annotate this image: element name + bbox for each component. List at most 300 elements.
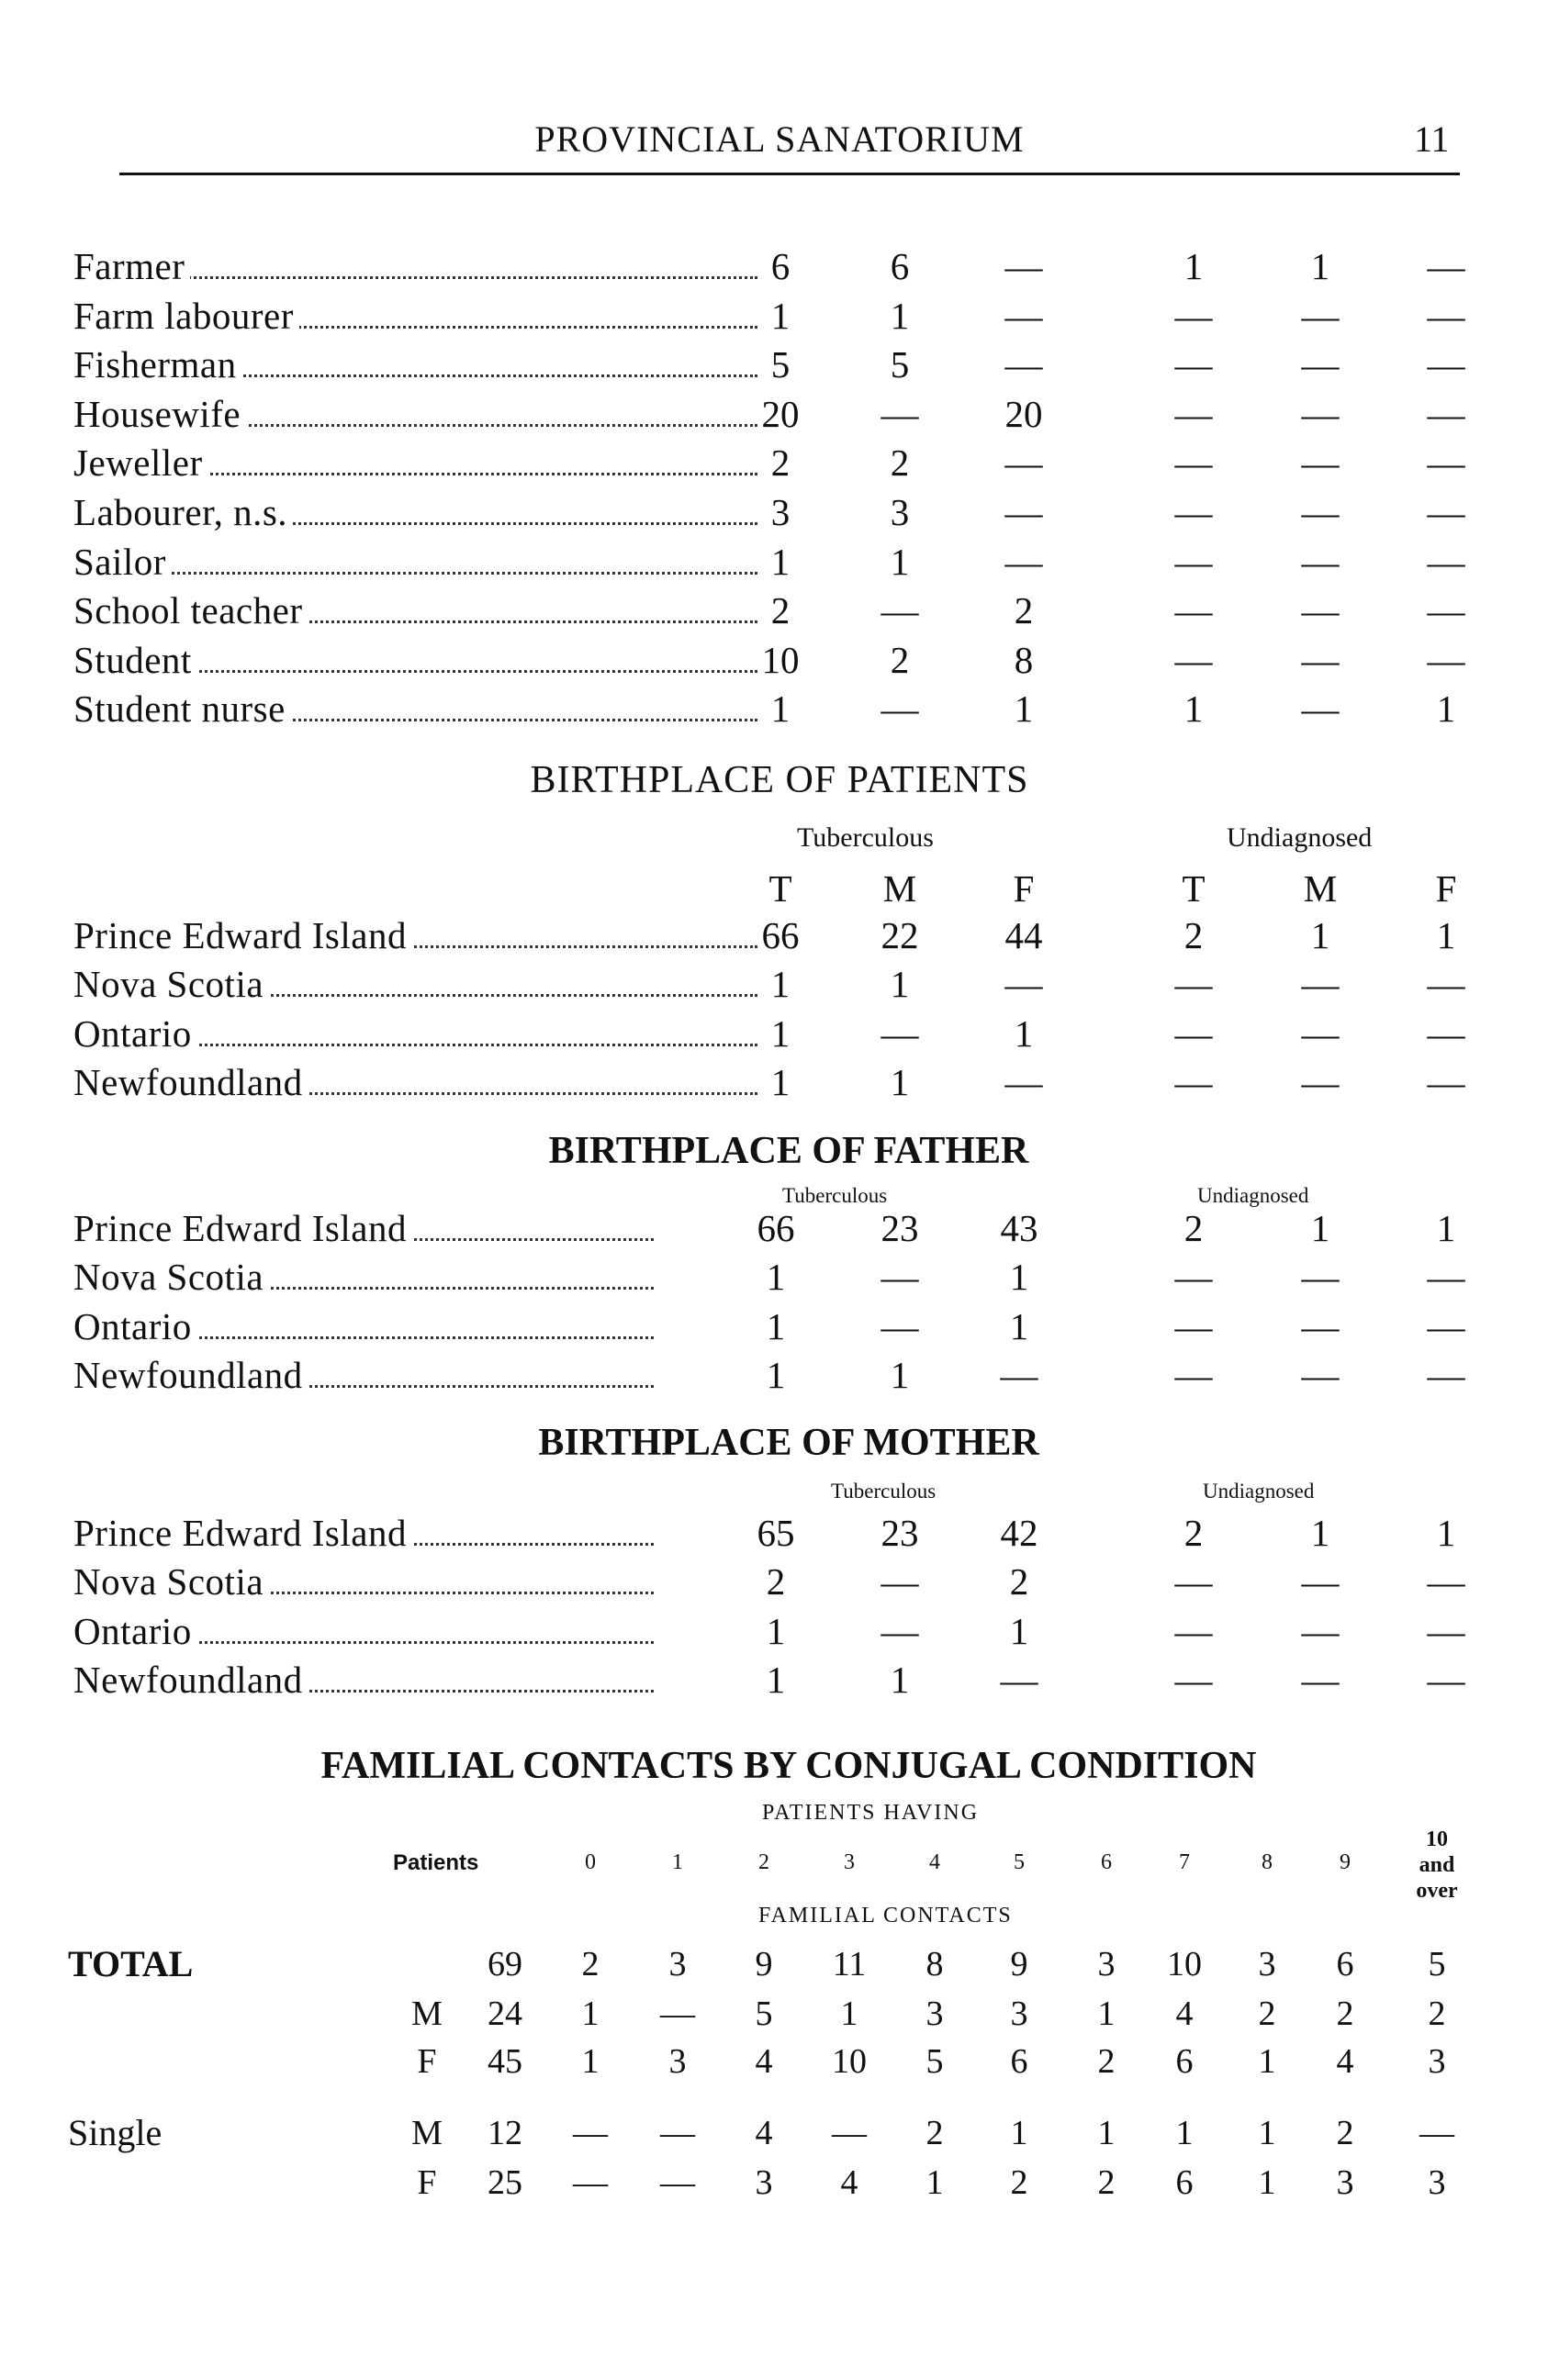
row-label: [73, 585, 757, 636]
table-cell: 1: [766, 1304, 786, 1347]
row-label-text: Prince Edward Island: [73, 1207, 412, 1249]
row-label-text: Ontario: [73, 1610, 197, 1652]
table-cell: 12: [488, 2114, 522, 2152]
table-cell: 2: [1428, 1995, 1446, 2033]
row-label: [73, 1202, 654, 1254]
table-cell: —: [1004, 245, 1043, 287]
table-cell: 3: [1097, 1945, 1116, 1983]
contacts-column-header: 9: [1340, 1850, 1351, 1874]
table-row: [0, 1349, 1559, 1401]
table-row: [0, 1556, 1559, 1607]
familial-contacts-label: FAMILIAL CONTACTS: [758, 1904, 1013, 1927]
row-label-text: Nova Scotia: [73, 1560, 269, 1603]
table-cell: 42: [1000, 1512, 1038, 1554]
table-cell: 1: [770, 963, 791, 1006]
group-label: Single: [68, 2112, 163, 2153]
table-row: [0, 2157, 1559, 2208]
table-cell: 1: [581, 1995, 600, 2033]
table-cell: 2: [1014, 589, 1034, 632]
table-row: [0, 437, 1559, 488]
row-label-text: Nova Scotia: [73, 963, 269, 1005]
contacts-column-header-10-and-over: and: [1419, 1853, 1455, 1877]
table-cell: 66: [761, 914, 800, 956]
birthplace-patients-undiagnosed-label: Undiagnosed: [1227, 822, 1373, 853]
table-row: [0, 388, 1559, 440]
table-cell: 2: [770, 441, 791, 485]
table-cell: 9: [1010, 1945, 1028, 1983]
table-cell: —: [1004, 963, 1043, 1006]
table-cell: 2: [1183, 914, 1204, 956]
table-row: [0, 634, 1559, 686]
table-cell: —: [1427, 638, 1465, 681]
table-cell: 2: [1009, 1560, 1029, 1603]
table-cell: —: [1427, 963, 1465, 1006]
table-cell: 66: [757, 1207, 795, 1249]
row-label: [73, 958, 757, 1010]
table-cell: 1: [770, 294, 791, 337]
table-cell: 1: [766, 1658, 786, 1701]
table-cell: —: [1174, 491, 1213, 533]
table-row: [0, 1202, 1559, 1254]
table-cell: 5: [770, 343, 791, 386]
table-cell: —: [1174, 343, 1213, 386]
table-row: [0, 1056, 1559, 1108]
table-cell: —: [880, 1304, 919, 1347]
group-label: TOTAL: [68, 1943, 194, 1984]
table-cell: —: [1427, 589, 1465, 632]
row-label: [73, 1056, 757, 1108]
table-cell: 4: [840, 2163, 858, 2202]
table-cell: 1: [581, 2042, 600, 2081]
table-cell: 22: [880, 914, 919, 956]
table-cell: 3: [1428, 2163, 1446, 2202]
table-cell: 3: [755, 2163, 773, 2202]
table-cell: —: [1427, 392, 1465, 435]
table-row: [0, 1939, 1559, 1990]
table-cell: 6: [1010, 2042, 1028, 2081]
birthplace-mother-undiagnosed-label: Undiagnosed: [1203, 1480, 1315, 1503]
row-label: [73, 536, 757, 587]
birthplace-patients-title: BIRTHPLACE OF PATIENTS: [530, 759, 1029, 801]
table-cell: —: [1000, 1353, 1038, 1396]
row-label-text: Sailor: [73, 541, 172, 583]
row-label-text: Ontario: [73, 1305, 197, 1347]
table-cell: —: [1301, 1560, 1340, 1603]
table-cell: —: [1301, 638, 1340, 681]
table-cell: 1: [1436, 914, 1456, 956]
table-row: [0, 486, 1559, 538]
table-cell: 3: [1336, 2163, 1354, 2202]
table-cell: —: [1427, 245, 1465, 287]
table-cell: 2: [1183, 1207, 1204, 1249]
table-row: [0, 2036, 1559, 2087]
table-cell: 10: [1167, 1945, 1202, 1983]
table-cell: 2: [1336, 2114, 1354, 2152]
contacts-column-header: 4: [929, 1850, 940, 1874]
row-label-text: Student nurse: [73, 687, 291, 730]
table-cell: 9: [755, 1945, 773, 1983]
table-cell: 1: [890, 963, 910, 1006]
row-label-text: Newfoundland: [73, 1354, 308, 1396]
table-cell: 3: [668, 2042, 687, 2081]
row-label-text: Farm labourer: [73, 295, 299, 337]
row-label: [73, 1349, 654, 1401]
table-cell: —: [1301, 1256, 1340, 1299]
table-cell: —: [880, 687, 919, 731]
birthplace-mother-tuberculous-label: Tuberculous: [831, 1480, 937, 1503]
table-cell: 1: [1310, 1512, 1330, 1554]
sex-label: F: [417, 2163, 437, 2202]
table-cell: —: [1301, 540, 1340, 583]
row-label-text: Nova Scotia: [73, 1256, 269, 1298]
table-cell: —: [1301, 1353, 1340, 1396]
table-cell: 20: [761, 392, 800, 435]
table-cell: —: [1301, 343, 1340, 386]
table-cell: 4: [1336, 2042, 1354, 2081]
column-header: F: [1013, 867, 1035, 910]
column-header: M: [1303, 867, 1338, 910]
table-cell: —: [1427, 343, 1465, 386]
table-cell: 1: [770, 1060, 791, 1103]
table-cell: 5: [755, 1995, 773, 2033]
table-cell: —: [1427, 1353, 1465, 1396]
table-cell: —: [1004, 294, 1043, 337]
row-label: [73, 486, 757, 538]
table-cell: —: [1301, 1609, 1340, 1652]
table-row: [0, 290, 1559, 341]
table-cell: —: [1174, 540, 1213, 583]
table-cell: 4: [755, 2114, 773, 2152]
table-cell: 1: [1097, 2114, 1116, 2152]
birthplace-father-tuberculous-label: Tuberculous: [782, 1184, 888, 1207]
patients-column-header: Patients: [393, 1850, 479, 1875]
contacts-column-header: 3: [844, 1850, 855, 1874]
table-cell: 20: [1004, 392, 1043, 435]
table-cell: 2: [1010, 2163, 1028, 2202]
table-cell: —: [1427, 1304, 1465, 1347]
table-cell: —: [1174, 589, 1213, 632]
table-cell: 1: [1183, 245, 1204, 287]
table-row: [0, 958, 1559, 1010]
table-cell: 1: [890, 1353, 910, 1396]
table-cell: —: [660, 1995, 695, 2033]
table-cell: 6: [770, 245, 791, 287]
table-cell: —: [1427, 1658, 1465, 1701]
table-cell: —: [573, 2114, 608, 2152]
table-row: [0, 910, 1559, 961]
table-cell: 6: [1336, 1945, 1354, 1983]
table-cell: —: [573, 2163, 608, 2202]
row-label-text: Fisherman: [73, 343, 242, 385]
table-cell: —: [880, 392, 919, 435]
table-cell: 4: [755, 2042, 773, 2081]
table-cell: 23: [880, 1512, 919, 1554]
row-label: [73, 1556, 654, 1607]
table-cell: —: [1427, 1256, 1465, 1299]
table-cell: —: [1174, 294, 1213, 337]
table-cell: 2: [1097, 2163, 1116, 2202]
table-cell: 1: [1310, 245, 1330, 287]
table-cell: 3: [770, 491, 791, 533]
table-cell: 6: [1175, 2042, 1194, 2081]
contacts-column-header: 1: [672, 1850, 683, 1874]
table-cell: —: [1174, 392, 1213, 435]
table-cell: —: [1174, 1353, 1213, 1396]
table-cell: 1: [1310, 914, 1330, 956]
contacts-column-header: 5: [1014, 1850, 1025, 1874]
table-cell: —: [1174, 1304, 1213, 1347]
table-cell: 24: [488, 1995, 522, 2033]
table-cell: 2: [770, 589, 791, 632]
table-cell: 1: [1014, 1011, 1034, 1055]
table-cell: 2: [925, 2114, 944, 2152]
table-cell: 1: [766, 1609, 786, 1652]
table-cell: —: [1174, 1658, 1213, 1701]
table-cell: 23: [880, 1207, 919, 1249]
contacts-column-header-10-and-over: 10: [1426, 1827, 1448, 1851]
table-cell: 5: [890, 343, 910, 386]
table-cell: 3: [1258, 1945, 1276, 1983]
table-cell: 8: [925, 1945, 944, 1983]
table-cell: 1: [1010, 2114, 1028, 2152]
row-label-text: Labourer, n.s.: [73, 491, 293, 533]
table-cell: —: [1174, 1060, 1213, 1103]
table-cell: 2: [1336, 1995, 1354, 2033]
table-cell: 1: [1258, 2042, 1276, 2081]
row-label: [73, 1507, 654, 1559]
column-header: T: [1182, 867, 1206, 910]
row-label-text: Ontario: [73, 1012, 197, 1055]
birthplace-father-title: BIRTHPLACE OF FATHER: [548, 1130, 1029, 1172]
table-cell: 2: [890, 638, 910, 681]
row-label-text: Prince Edward Island: [73, 1512, 412, 1554]
table-cell: —: [1174, 1011, 1213, 1055]
table-cell: 3: [668, 1945, 687, 1983]
table-cell: —: [880, 1609, 919, 1652]
table-cell: —: [1301, 1011, 1340, 1055]
contacts-column-header: 0: [585, 1850, 596, 1874]
table-cell: —: [1301, 441, 1340, 485]
table-cell: 1: [890, 294, 910, 337]
table-cell: —: [1419, 2114, 1454, 2152]
table-cell: 1: [1183, 687, 1204, 731]
table-cell: —: [1427, 1560, 1465, 1603]
table-cell: —: [880, 1011, 919, 1055]
table-cell: —: [880, 1256, 919, 1299]
column-header: T: [768, 867, 792, 910]
table-cell: 1: [1310, 1207, 1330, 1249]
table-cell: 1: [1014, 687, 1034, 731]
table-cell: 1: [1258, 2114, 1276, 2152]
table-cell: —: [660, 2114, 695, 2152]
table-cell: —: [1174, 963, 1213, 1006]
row-label: [73, 634, 757, 686]
table-cell: —: [880, 1560, 919, 1603]
table-row: [0, 2107, 1559, 2159]
row-label: [73, 388, 757, 440]
row-label: [73, 339, 757, 390]
row-label-text: Housewife: [73, 393, 246, 435]
row-label: [73, 910, 757, 961]
row-label: [73, 240, 757, 292]
table-cell: 1: [1436, 1207, 1456, 1249]
table-cell: —: [1427, 1060, 1465, 1103]
table-cell: —: [1174, 638, 1213, 681]
row-label-text: Farmer: [73, 245, 190, 287]
row-label: [73, 1008, 757, 1059]
row-label-text: Prince Edward Island: [73, 914, 412, 956]
table-cell: 5: [1428, 1945, 1446, 1983]
table-cell: —: [1004, 491, 1043, 533]
row-label: [73, 1251, 654, 1302]
table-cell: 3: [1428, 2042, 1446, 2081]
sex-label: M: [411, 2114, 443, 2152]
table-cell: —: [880, 589, 919, 632]
table-cell: —: [1004, 1060, 1043, 1103]
table-cell: 3: [890, 491, 910, 533]
table-row: [0, 1008, 1559, 1059]
table-cell: 1: [1258, 2163, 1276, 2202]
table-cell: 2: [766, 1560, 786, 1603]
contacts-column-header: 7: [1179, 1850, 1190, 1874]
row-label-text: Student: [73, 639, 197, 681]
table-row: [0, 1988, 1559, 2039]
table-cell: 1: [766, 1256, 786, 1299]
table-cell: 6: [1175, 2163, 1194, 2202]
dot-leader: [73, 572, 757, 575]
table-cell: 1: [890, 1658, 910, 1701]
row-label-text: School teacher: [73, 589, 308, 631]
row-label: [73, 290, 757, 341]
table-cell: 2: [1258, 1995, 1276, 2033]
table-cell: 3: [1010, 1995, 1028, 2033]
page-number: 11: [1414, 118, 1450, 160]
table-cell: —: [1427, 1609, 1465, 1652]
table-cell: 45: [488, 2042, 522, 2081]
contacts-column-header: 2: [758, 1850, 769, 1874]
table-cell: —: [1427, 540, 1465, 583]
table-cell: 1: [770, 540, 791, 583]
table-cell: 8: [1014, 638, 1034, 681]
table-row: [0, 683, 1559, 734]
table-cell: —: [1427, 1011, 1465, 1055]
table-cell: 44: [1004, 914, 1043, 956]
table-cell: —: [1004, 540, 1043, 583]
sex-label: M: [411, 1995, 443, 2033]
table-cell: 10: [761, 638, 800, 681]
table-cell: 2: [890, 441, 910, 485]
table-cell: —: [1301, 963, 1340, 1006]
table-cell: 10: [832, 2042, 867, 2081]
table-cell: —: [1301, 1060, 1340, 1103]
row-label-text: Jeweller: [73, 441, 208, 484]
table-cell: 1: [770, 1011, 791, 1055]
table-cell: —: [1301, 589, 1340, 632]
patients-having-label: PATIENTS HAVING: [762, 1801, 980, 1825]
table-cell: —: [1301, 491, 1340, 533]
row-label-text: Newfoundland: [73, 1061, 308, 1103]
table-row: [0, 1605, 1559, 1657]
table-cell: 5: [925, 2042, 944, 2081]
row-label: [73, 1605, 654, 1657]
table-cell: —: [1174, 1609, 1213, 1652]
table-cell: —: [1427, 294, 1465, 337]
table-cell: 3: [925, 1995, 944, 2033]
sex-label: F: [417, 2042, 437, 2081]
column-header-row: [0, 863, 1559, 914]
contacts-column-header: 6: [1101, 1850, 1112, 1874]
table-cell: 11: [832, 1945, 867, 1983]
header-rule: [119, 173, 1460, 175]
table-cell: 65: [757, 1512, 795, 1554]
table-cell: 69: [488, 1945, 522, 1983]
table-cell: —: [1004, 343, 1043, 386]
table-cell: —: [1301, 687, 1340, 731]
birthplace-father-undiagnosed-label: Undiagnosed: [1197, 1184, 1309, 1207]
table-cell: 1: [890, 540, 910, 583]
table-cell: 1: [840, 1995, 858, 2033]
table-cell: 1: [925, 2163, 944, 2202]
table-cell: 6: [890, 245, 910, 287]
table-cell: 1: [1175, 2114, 1194, 2152]
row-label: [73, 437, 757, 488]
table-cell: 43: [1000, 1207, 1038, 1249]
table-cell: 1: [1097, 1995, 1116, 2033]
table-cell: 1: [1009, 1609, 1029, 1652]
contacts-column-header-10-and-over: over: [1416, 1879, 1458, 1903]
birthplace-mother-title: BIRTHPLACE OF MOTHER: [538, 1422, 1039, 1464]
table-cell: —: [832, 2114, 867, 2152]
table-cell: —: [1301, 1304, 1340, 1347]
column-header: M: [882, 867, 917, 910]
table-cell: 1: [766, 1353, 786, 1396]
column-header: F: [1435, 867, 1457, 910]
table-row: [0, 1251, 1559, 1302]
table-cell: —: [1000, 1658, 1038, 1701]
table-row: [0, 1654, 1559, 1705]
row-label: [73, 1654, 654, 1705]
table-cell: —: [1427, 491, 1465, 533]
table-cell: —: [1174, 441, 1213, 485]
familial-contacts-title: FAMILIAL CONTACTS BY CONJUGAL CONDITION: [320, 1745, 1257, 1787]
contacts-column-header: 8: [1262, 1850, 1273, 1874]
table-cell: 2: [1183, 1512, 1204, 1554]
birthplace-patients-tuberculous-label: Tuberculous: [797, 822, 934, 853]
table-cell: —: [1301, 1658, 1340, 1701]
table-cell: —: [660, 2163, 695, 2202]
table-cell: —: [1174, 1256, 1213, 1299]
table-cell: 1: [1009, 1256, 1029, 1299]
table-row: [0, 339, 1559, 390]
row-label: [73, 683, 757, 734]
page-header-title: PROVINCIAL SANATORIUM: [534, 118, 1025, 160]
table-cell: 1: [890, 1060, 910, 1103]
table-cell: 2: [581, 1945, 600, 1983]
table-cell: 1: [1436, 687, 1456, 731]
table-row: [0, 1507, 1559, 1559]
table-cell: —: [1427, 441, 1465, 485]
table-cell: —: [1301, 392, 1340, 435]
table-cell: 1: [1009, 1304, 1029, 1347]
table-cell: 25: [488, 2163, 522, 2202]
table-cell: —: [1004, 441, 1043, 485]
table-cell: —: [1301, 294, 1340, 337]
table-row: [0, 240, 1559, 292]
table-cell: 4: [1175, 1995, 1194, 2033]
table-row: [0, 585, 1559, 636]
table-row: [0, 536, 1559, 587]
table-row: [0, 1301, 1559, 1352]
